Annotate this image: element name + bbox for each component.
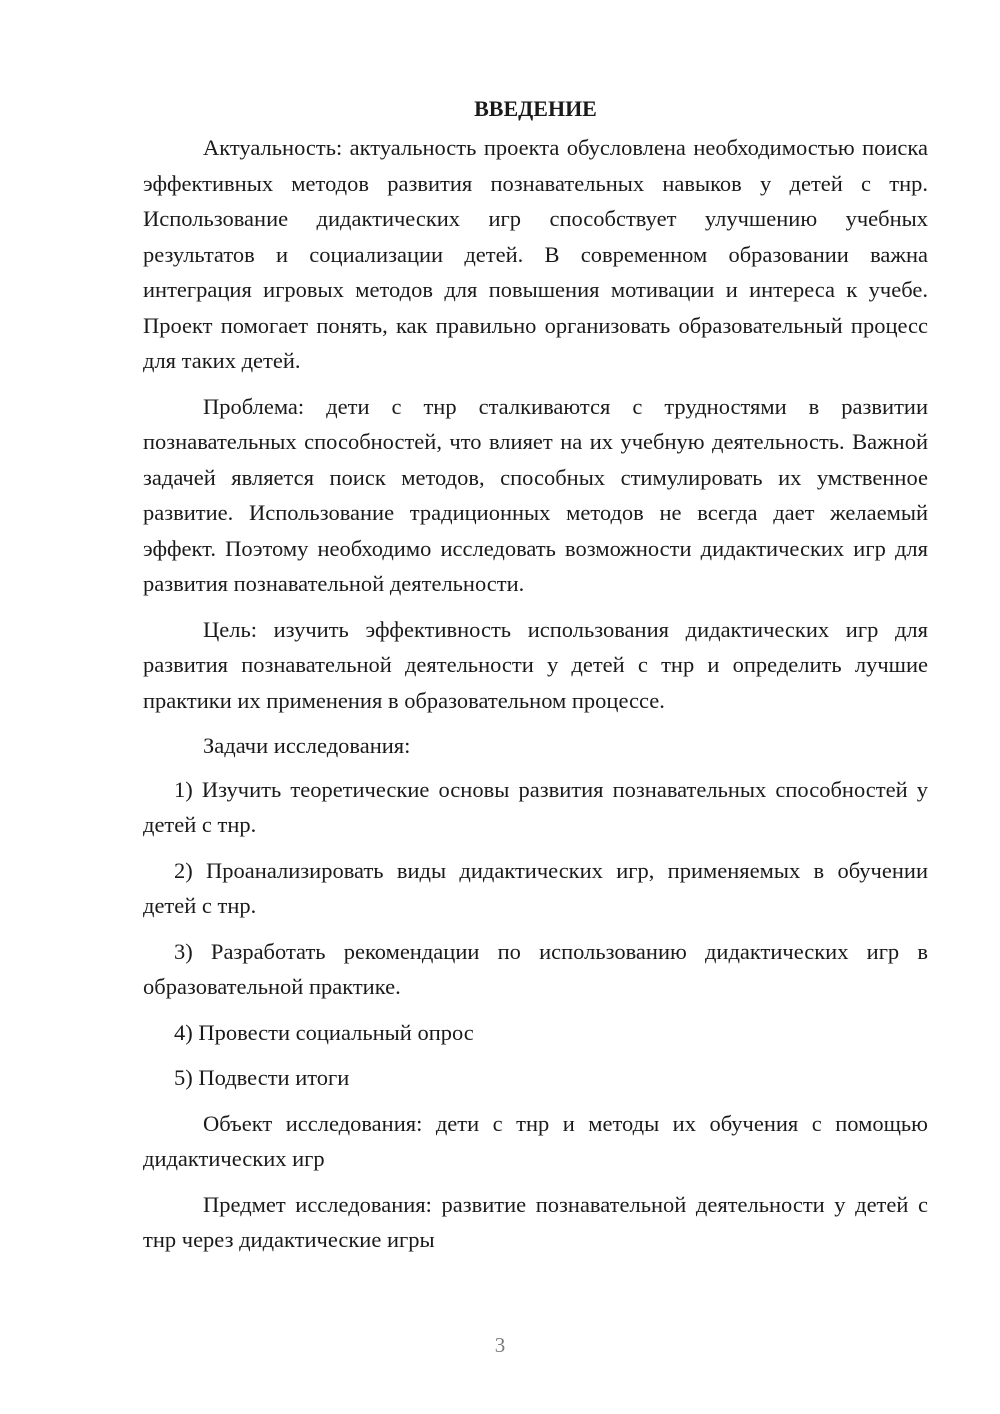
task-item-3: 3) Разработать рекомендации по использованию дидактических игр в образовательной практике. [143,938,928,999]
task-item-1: 1) Изучить теоретические основы развития познавательных способностей у детей с тнр. [143,776,928,837]
section-title: ВВЕДЕНИЕ [474,96,597,121]
task-item-4: 4) Провести социальный опрос [174,1019,474,1045]
paragraph-relevance: Актуальность: актуальность проекта обусловлена необходимостью поиска эффективных методов развития познавательных навыков у детей с тнр. Использование дидактических игр способствует улучшению учебных результатов и социализации детей. В современном образовании важна интеграция игровых методов для повышения мотивации и интереса к учебе. Проект помогает понять, как правильно организовать образовательный процесс для таких детей. [143,135,928,373]
paragraph-subject: Предмет исследования: развитие познавательной деятельности у детей с тнр через дидактические игры [143,1191,928,1252]
document-page [143,92,928,1268]
paragraph-goal: Цель: изучить эффективность использования дидактических игр для развития познавательной деятельности у детей с тнр и определить лучшие практики их применения в образовательном процессе. [143,616,928,713]
task-item-2: 2) Проанализировать виды дидактических игр, применяемых в обучении детей с тнр. [143,857,928,918]
page-number: 3 [494,1333,506,1357]
paragraph-problem: Проблема: дети с тнр сталкиваются с трудностями в развитии познавательных способностей, что влияет на их учебную деятельность. Важной задачей является поиск методов, способных стимулировать их умственное развитие. Использование традиционных методов не всегда дает желаемый эффект. Поэтому необходимо исследовать возможности дидактических игр для развития познавательной деятельности. [143,393,928,596]
paragraph-object: Объект исследования: дети с тнр и методы их обучения с помощью дидактических игр [143,1110,928,1171]
tasks-heading: Задачи исследования: [203,733,411,758]
task-item-5: 5) Подвести итоги [174,1065,350,1090]
